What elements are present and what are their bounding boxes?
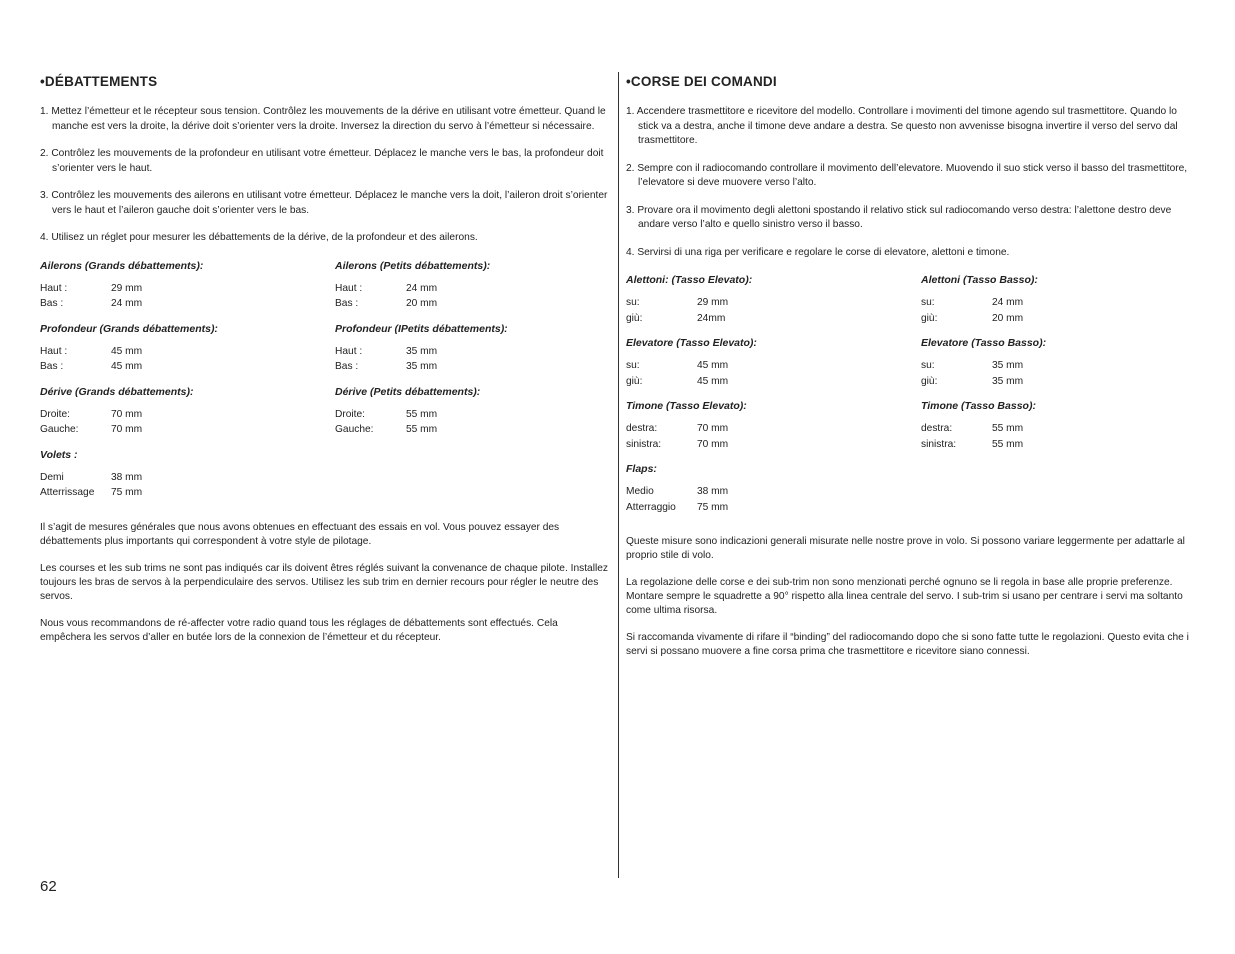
measurement-label: Haut : [335, 345, 363, 357]
measurement-value: 35 mm [406, 345, 438, 357]
measurement-block [921, 336, 1196, 389]
measurement-row [626, 311, 901, 327]
measurement-label: Bas : [40, 361, 64, 372]
measurement-value: 35 mm [992, 375, 1024, 387]
paragraph: La regolazione delle corse e dei sub-trim non sono menzionati perché ognuno se li regola in base alle proprie preferenze. Montare sempre le squadrette a 90° rispetto alla linea centrale del servo. I sub-trim si usano per centrare i servi ma soltanto come ultima risorsa. [626, 577, 1183, 616]
measurement-block [626, 462, 901, 515]
measurement-title: Profondeur (Grands débattements): [40, 322, 218, 335]
instruction-step: 1. Mettez l’émetteur et le récepteur sous tension. Contrôlez les mouvements de la dérive en utilisant votre émetteur. Quand le manche est vers la droite, la dérive doit s’orienter vers la droite. Inversez la direction du servo à l’émetteur si nécessaire. [40, 106, 606, 132]
measurement-block [335, 385, 610, 438]
measurement-row [626, 421, 901, 437]
right-column [626, 72, 1196, 672]
measurement-value: 55 mm [992, 438, 1024, 450]
measurement-row [335, 422, 610, 438]
measurement-row [40, 344, 315, 360]
measurement-label: Atterrissage [40, 487, 95, 498]
measurement-block [626, 336, 901, 389]
measurement-row [626, 358, 901, 374]
instruction-step: 4. Utilisez un réglet pour mesurer les débattements de la dérive, de la profondeur et des ailerons. [40, 232, 478, 243]
measurement-block [626, 273, 901, 326]
measurement-label: sinistra: [921, 438, 957, 450]
measurement-row [626, 295, 901, 311]
measurement-title: Alettoni: (Tasso Elevato): [626, 274, 753, 286]
measurement-row [626, 484, 901, 500]
measurements-grid [626, 273, 1196, 525]
instruction-step: 3. Contrôlez les mouvements des ailerons en utilisant votre émetteur. Déplacez le manche vers la doit, l’aileron droit s’orienter vers le haut et l’aileron gauche doit s’orienter vers le bas. [40, 190, 608, 216]
page-number: 62 [40, 878, 57, 895]
measurement-row [335, 281, 610, 297]
measurement-label: Bas : [335, 361, 359, 372]
measurement-value: 55 mm [406, 424, 438, 435]
measurement-value: 24 mm [111, 298, 143, 309]
measurement-label: Gauche: [335, 424, 374, 435]
instruction-step: 4. Servirsi di una riga per verificare e regolare le corse di elevatore, alettoni e timone. [626, 246, 1010, 258]
measurement-value: 45 mm [697, 360, 729, 371]
measurements-grid [40, 259, 610, 511]
measurement-label: Bas : [335, 298, 359, 309]
measurement-value: 29 mm [697, 297, 729, 308]
measurement-label: Atterraggio [626, 501, 676, 513]
measurement-title: Dérive (Grands débattements): [40, 385, 194, 398]
measurement-title: Timone (Tasso Elevato): [626, 400, 747, 412]
instruction-step: 2. Sempre con il radiocomando controllare il movimento dell’elevatore. Muovendo il suo stick verso il basso del trasmettitore, l’elevatore si deve muovere verso l’alto. [626, 162, 1188, 188]
section-heading: •CORSE DEI COMANDI [626, 74, 777, 89]
measurement-value: 45 mm [697, 375, 729, 387]
measurement-value: 45 mm [111, 345, 143, 357]
measurement-row [921, 358, 1196, 374]
measurement-row [921, 437, 1196, 453]
measurement-label: Haut : [40, 282, 68, 294]
measurement-row [40, 407, 315, 423]
measurement-title: Dérive (Petits débattements): [335, 385, 481, 398]
measurement-value: 45 mm [111, 361, 143, 372]
measurement-block [921, 273, 1196, 326]
measurement-row [921, 374, 1196, 390]
measurement-row [335, 344, 610, 360]
paragraph: Les courses et les sub trims ne sont pas indiqués car ils doivent êtres réglés suivant la convenance de chaque pilote. Installez toujours les bras de servos à la perpendiculaire des servos. Utilisez les sub trim en dernier recours pour régler le neutre des servos. [40, 562, 608, 602]
instruction-step: 1. Accendere trasmettitore e ricevitore del modello. Controllare i movimenti del timone agendo sul trasmettitore. Quando lo stick va a destra, anche il timone deve andare a destra. Se questo non avvenisse bisogna invertire il verso del servo dal trasmettitore. [626, 106, 1178, 146]
measurement-block [40, 259, 315, 312]
paragraph: Si raccomanda vivamente di rifare il “binding” del radiocomando dopo che si sono fatte tutte le regolazioni. Questo evita che i servi si possano muovere a fine corsa prima che trasmettitore e ricevitore siano connessi. [626, 632, 1189, 657]
measurement-row [335, 407, 610, 423]
measurement-label: Droite: [335, 408, 366, 420]
measurement-block [40, 322, 315, 375]
measurement-title: Ailerons (Petits débattements): [335, 259, 491, 272]
instruction-step: 2. Contrôlez les mouvements de la profondeur en utilisant votre émetteur. Déplacez le manche vers le bas, la profondeur doit s’orienter vers le haut. [40, 148, 604, 174]
measurement-title: Elevatore (Tasso Basso): [921, 337, 1047, 349]
section-heading: •DÉBATTEMENTS [40, 74, 158, 89]
measurement-label: Bas : [40, 298, 64, 309]
measurement-label: destra: [626, 423, 658, 434]
measurement-value: 38 mm [697, 486, 729, 497]
measurement-value: 75 mm [697, 501, 729, 513]
measurement-value: 29 mm [111, 282, 143, 294]
paragraph: Nous vous recommandons de ré-affecter votre radio quand tous les réglages de débattements sont effectués. Cela empêchera les servos d’aller en butée lors de la connexion de l’émetteur et du récepteur. [40, 617, 558, 643]
measurement-value: 35 mm [406, 361, 438, 372]
measurement-value: 20 mm [992, 312, 1024, 324]
measurement-value: 55 mm [992, 423, 1024, 434]
measurement-label: su: [626, 297, 640, 308]
instruction-step: 3. Provare ora il movimento degli alettoni spostando il relativo stick sul radiocomando verso destra: l’alettone destro deve andare verso l’alto e quello sinistro verso il basso. [626, 204, 1172, 230]
measurement-row [40, 281, 315, 297]
column-divider [618, 72, 619, 878]
measurement-label: giù: [626, 375, 643, 387]
measurement-block [335, 322, 610, 375]
measurement-row [335, 296, 610, 312]
measurement-value: 24 mm [406, 282, 438, 294]
measurement-row [626, 437, 901, 453]
measurement-label: giù: [921, 312, 938, 324]
measurement-value: 24 mm [992, 297, 1024, 308]
measurement-label: Droite: [40, 408, 71, 420]
measurement-block [40, 385, 315, 438]
measurement-label: sinistra: [626, 438, 662, 450]
measurement-value: 70 mm [111, 408, 143, 420]
measurement-title: Ailerons (Grands débattements): [40, 259, 204, 272]
measurement-label: Medio [626, 486, 654, 497]
paragraph: Il s’agit de mesures générales que nous avons obtenues en effectuant des essais en vol. Vous pouvez essayer des débattements plus importants qui correspondent à votre style de pilotage. [40, 521, 560, 547]
measurement-label: Haut : [335, 282, 363, 294]
measurement-value: 24mm [697, 312, 726, 324]
measurement-row [335, 359, 610, 375]
measurement-block [921, 399, 1196, 452]
measurement-row [40, 422, 315, 438]
measurement-value: 35 mm [992, 360, 1024, 371]
measurement-block [40, 448, 315, 501]
left-column [40, 72, 610, 658]
measurement-row [921, 311, 1196, 327]
measurement-block [335, 259, 610, 312]
measurement-title: Timone (Tasso Basso): [921, 400, 1036, 412]
measurement-row [921, 421, 1196, 437]
measurement-label: su: [626, 360, 640, 371]
measurement-row [40, 470, 315, 486]
measurement-label: su: [921, 297, 935, 308]
measurement-value: 70 mm [697, 438, 729, 450]
measurement-value: 38 mm [111, 471, 143, 483]
measurement-label: su: [921, 360, 935, 371]
measurement-label: giù: [626, 312, 643, 324]
measurement-value: 70 mm [697, 423, 729, 434]
measurement-value: 75 mm [111, 487, 143, 498]
measurement-label: destra: [921, 423, 953, 434]
measurement-row [40, 296, 315, 312]
measurement-title: Volets : [40, 448, 78, 461]
measurement-label: Gauche: [40, 424, 79, 435]
measurement-title: Flaps: [626, 463, 657, 475]
measurement-title: Profondeur (IPetits débattements): [335, 322, 508, 335]
measurement-label: Haut : [40, 345, 68, 357]
measurement-block [626, 399, 901, 452]
measurement-label: Demi [40, 471, 64, 483]
measurement-value: 20 mm [406, 298, 438, 309]
measurement-row [40, 485, 315, 501]
measurement-title: Elevatore (Tasso Elevato): [626, 337, 757, 349]
measurement-value: 55 mm [406, 408, 438, 420]
measurement-row [40, 359, 315, 375]
measurement-row [626, 374, 901, 390]
measurement-label: giù: [921, 375, 938, 387]
measurement-value: 70 mm [111, 424, 143, 435]
measurement-title: Alettoni (Tasso Basso): [921, 274, 1038, 286]
measurement-row [921, 295, 1196, 311]
paragraph: Queste misure sono indicazioni generali misurate nelle nostre prove in volo. Si possono variare leggermente per adattarle al proprio stile di volo. [626, 536, 1185, 561]
measurement-row [626, 500, 901, 516]
